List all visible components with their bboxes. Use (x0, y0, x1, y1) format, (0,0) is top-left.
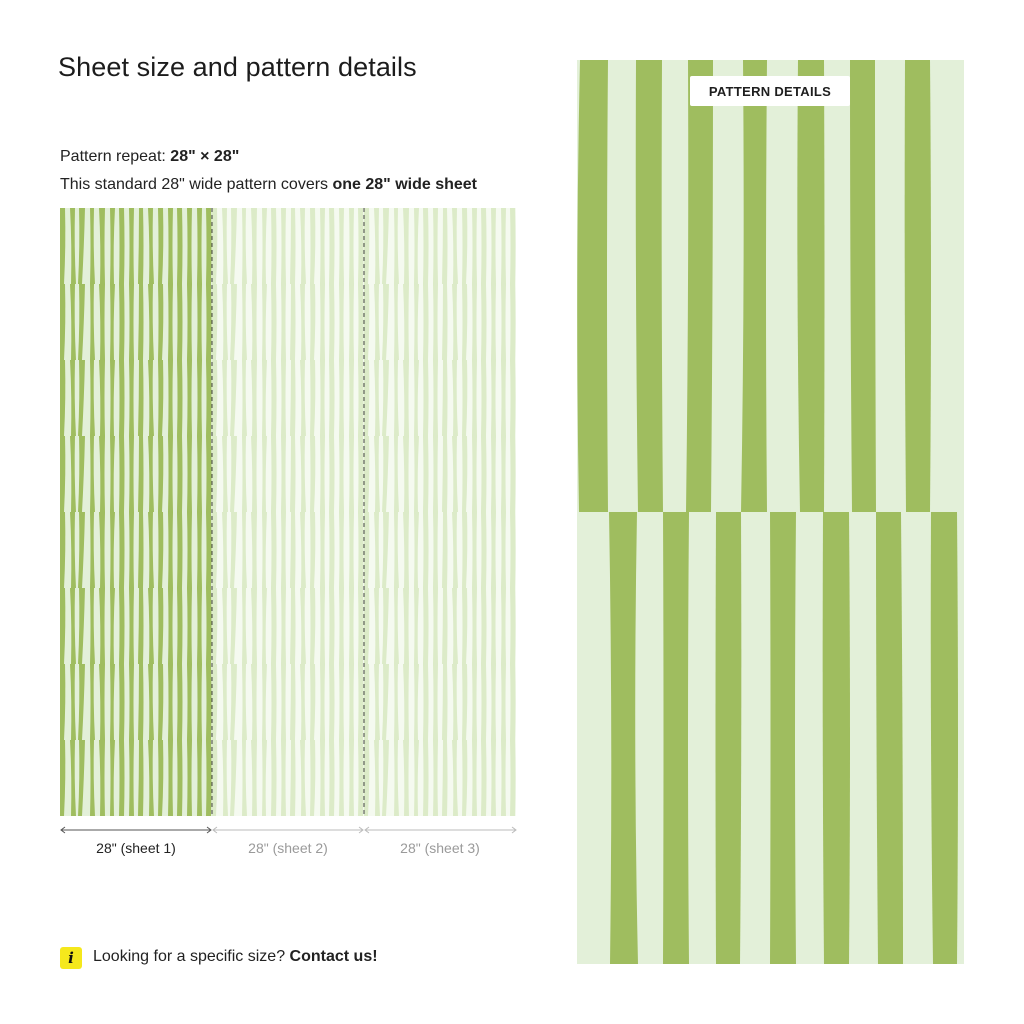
pattern-detail-preview (577, 60, 964, 964)
page-title: Sheet size and pattern details (58, 52, 417, 82)
sheet-2-size-label: 28" (sheet 2) (248, 840, 328, 856)
pattern-repeat-line (60, 148, 239, 166)
coverage-line (60, 176, 477, 194)
pattern-details-badge: PATTERN DETAILS (690, 76, 850, 106)
sheet-3-panel (364, 208, 516, 816)
pattern-repeat-label: Pattern repeat: (60, 148, 171, 165)
dimension-line-sheet-2 (213, 827, 363, 833)
sheet-3-size-label: 28" (sheet 3) (400, 840, 480, 856)
sheet-1-size-label: 28" (sheet 1) (96, 840, 176, 856)
pattern-repeat-value: 28" × 28" (170, 148, 240, 165)
coverage-emphasis: one 28" wide sheet (332, 176, 478, 193)
sheet-layout-preview (60, 208, 518, 838)
footer-contact (93, 948, 378, 966)
sheet-1-panel (60, 208, 212, 816)
sheet-2-panel (212, 208, 364, 816)
contact-us-link[interactable]: Contact us! (289, 948, 378, 965)
coverage-prefix: This standard 28" wide pattern covers (60, 176, 333, 193)
footer-text: Looking for a specific size? (93, 948, 290, 965)
dimension-line-sheet-1 (61, 827, 211, 833)
info-icon: i (60, 947, 82, 969)
dimension-line-sheet-3 (365, 827, 516, 833)
